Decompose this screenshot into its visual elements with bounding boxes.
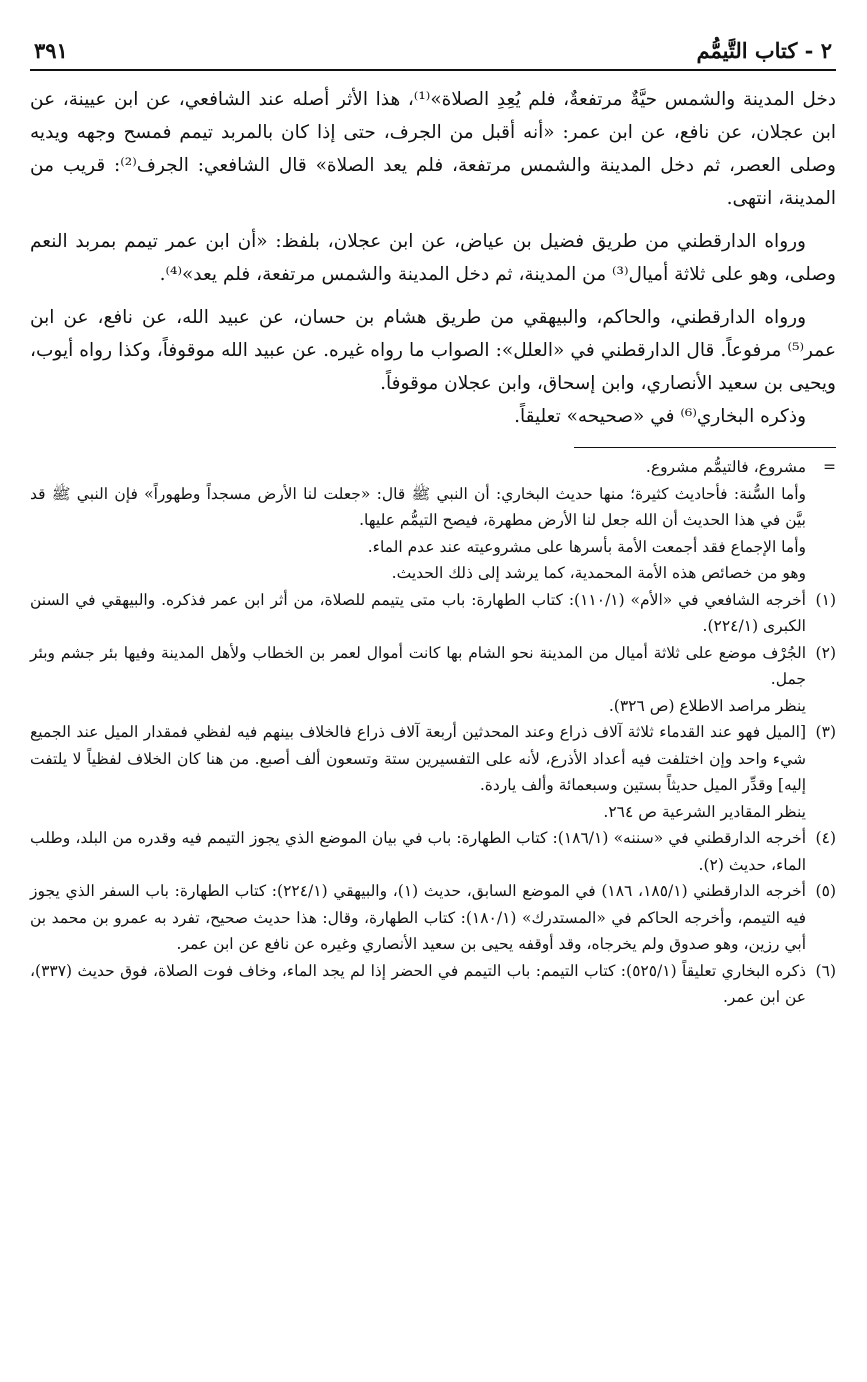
footnote-marker: (٢) bbox=[815, 643, 836, 662]
paragraph-3: ورواه الدارقطني، والحاكم، والبيهقي من طريق هشام بن حسان، عن عبيد الله، عن نافع، عن ابن عمر⁽⁵⁾ مرفوعاً. قال الدارقطني في «العلل»: الصواب ما رواه غيره. عن عبيد الله موقوفاً، وكذا رواه أيوب، ويحيى بن سعيد الأنصاري، وابن إسحاق، وابن عجلان موقوفاً. bbox=[30, 307, 836, 395]
footnote-3 bbox=[30, 719, 836, 825]
page-number: ٣٩١ bbox=[34, 38, 68, 63]
footnote-marker: (٤) bbox=[815, 829, 836, 848]
footnote-text: [الميل فهو عند القدماء ثلاثة آلاف ذراع وعند المحدثين أربعة آلاف ذراع فالخلاف بينهم فيه لفظي فمقدار الميل عند الجميع شيء واحد وإن اختلفت فيه أعداد الأذرع، لأنه على التفسيرين ستة وتسعون ألف أصبع. من هنا كان الخلاف لفظياً لا يلتفت إليه] وقدِّر الميل حديثاً بستين وسبعمائة وألف ياردة. bbox=[30, 723, 806, 795]
paragraph-2: ورواه الدارقطني من طريق فضيل بن عياض، عن ابن عجلان، بلفظ: «أن ابن عمر تيمم بمربد النعم وصلى، وهو على ثلاثة أميال⁽³⁾ من المدينة، ثم دخل المدينة والشمس مرتفعة، فلم يعد»⁽⁴⁾. bbox=[30, 231, 836, 286]
footnote-divider bbox=[574, 447, 836, 448]
footnote-6 bbox=[30, 958, 836, 1011]
footnote-text: ذكره البخاري تعليقاً (٥٢٥/١): كتاب التيمم: باب التيمم في الحضر إذا لم يجد الماء، وخاف فوت الصلاة، فوق حديث (٣٣٧)، عن ابن عمر. bbox=[30, 961, 807, 1007]
footnote-5 bbox=[30, 878, 836, 958]
footnote-text: الجُرْف موضع على ثلاثة أميال من المدينة نحو الشام بها كانت أموال لعمر بن الخطاب ولأهل المدينة وفيها بئر جشم وبئر جمل. bbox=[30, 643, 806, 689]
paragraph-1: دخل المدينة والشمس حيَّةٌ مرتفعةٌ، فلم يُعِدِ الصلاة»⁽¹⁾، هذا الأثر أصله عند الشافعي، عن ابن عيينة، عن ابن عجلان، عن نافع، عن ابن عمر: «أنه أقبل من الجرف، حتى إذا كان بالمربد تيمم فمسح وجهه ويديه وصلى العصر، ثم دخل المدينة والشمس مرتفعة، فلم يعد الصلاة» قال الشافعي: الجرف⁽²⁾: قريب من المدينة، انتهى. bbox=[30, 89, 836, 210]
footnote-marker: (١) bbox=[815, 590, 836, 609]
continuation-line: وأما الإجماع فقد أجمعت الأمة بأسرها على مشروعيته عند عدم الماء. bbox=[367, 537, 806, 556]
footnote-1 bbox=[30, 587, 836, 640]
footnote-text: أخرجه الشافعي في «الأم» (١١٠/١): كتاب الطهارة: باب متى يتيمم للصلاة، من أثر ابن عمر فذكره. والبيهقي في السنن الكبرى (٢٢٤/١). bbox=[30, 590, 806, 636]
footnote-4 bbox=[30, 825, 836, 878]
footnote-marker: (٦) bbox=[815, 961, 836, 980]
footnote-continuation bbox=[30, 454, 836, 587]
footnote-text: أخرجه الدارقطني في «سننه» (١٨٦/١): كتاب الطهارة: باب في بيان الموضع الذي يجوز التيمم فيه وقدره من البلد، وطلب الماء، حديث (٢). bbox=[30, 829, 806, 874]
footnote-2 bbox=[30, 640, 836, 720]
main-text bbox=[30, 83, 836, 433]
footnotes-section bbox=[30, 454, 836, 1011]
footnote-marker: (٣) bbox=[815, 723, 836, 742]
running-header bbox=[30, 38, 836, 71]
continuation-line: وهو من خصائص هذه الأمة المحمدية، كما يرشد إلى ذلك الحديث. bbox=[391, 564, 806, 583]
chapter-title: ٢ - كتاب التَّيمُّم bbox=[696, 38, 832, 63]
paragraph-4: وذكره البخاري⁽⁶⁾ في «صحيحه» تعليقاً. bbox=[514, 406, 806, 428]
footnote-text: أخرجه الدارقطني (١٨٥/١، ١٨٦) في الموضع السابق، حديث (١)، والبيهقي (٢٢٤/١): كتاب الطهارة: باب السفر الذي يجوز فيه التيمم، وأخرجه الحاكم في «المستدرك» (١٨٠/١): كتاب الطهارة، وقال: هذا حديث صحيح، تفرد به عمرو بن محمد بن أبي رزين، وهو صدوق ولم يخرجاه، وقد أوقفه يحيى بن سعيد الأنصاري وغيره عن نافع عن ابن عمر. bbox=[30, 882, 807, 954]
continuation-line: وأما السُّنة: فأحاديث كثيرة؛ منها حديث البخاري: أن النبي ﷺ قال: «جعلت لنا الأرض مسجداً وطهوراً» فإن النبي ﷺ قد بيَّن في هذا الحديث أن الله جعل لنا الأرض مطهرة، فيصح التيمُّم عليها. bbox=[30, 484, 806, 530]
continuation-marker: = bbox=[823, 458, 836, 477]
continuation-line: مشروع، فالتيمُّم مشروع. bbox=[645, 458, 806, 477]
footnote-text: ينظر المقادير الشرعية ص ٢٦٤. bbox=[603, 802, 806, 821]
footnote-marker: (٥) bbox=[815, 882, 836, 901]
footnote-text: ينظر مراصد الاطلاع (ص ٣٢٦). bbox=[608, 696, 806, 715]
book-page bbox=[30, 38, 836, 1011]
